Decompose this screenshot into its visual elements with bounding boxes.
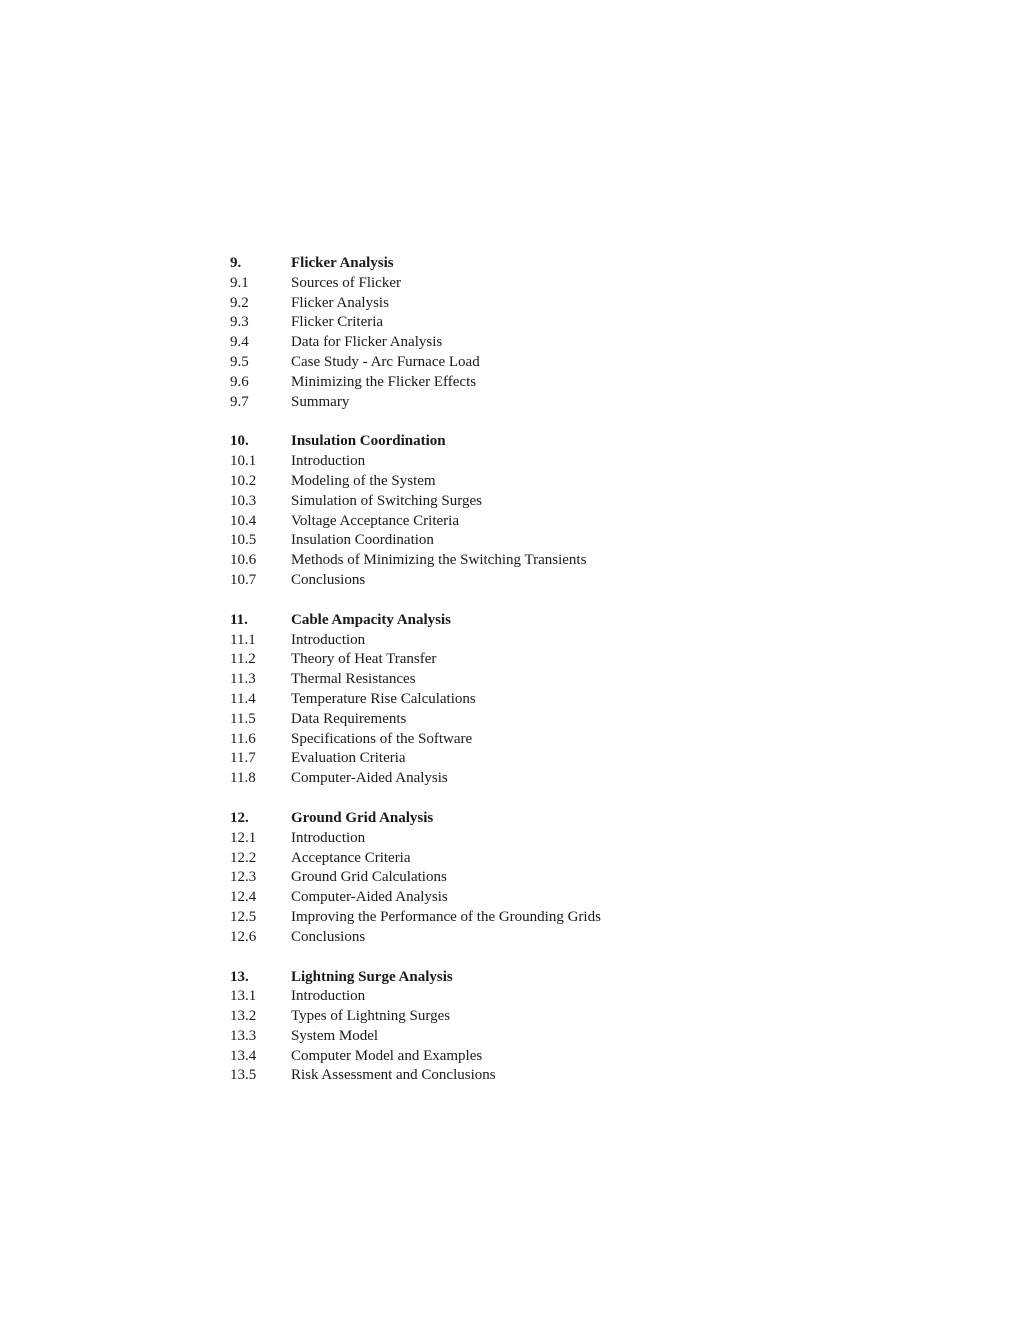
section-entry [230, 730, 870, 750]
section-number: 12.4 [230, 889, 257, 906]
section-title: Temperature Rise Calculations [291, 690, 476, 707]
section-title: Computer Model and Examples [291, 1047, 483, 1064]
chapter-title: Ground Grid Analysis [291, 809, 434, 826]
section-entry [230, 888, 870, 908]
section-number: 13.3 [230, 1027, 257, 1044]
section-title: Risk Assessment and Conclusions [291, 1067, 496, 1084]
section-number: 10.3 [230, 492, 257, 509]
chapter-11 [230, 611, 870, 789]
chapter-title: Lightning Surge Analysis [291, 968, 453, 985]
section-entry [230, 393, 870, 413]
chapter-title: Cable Ampacity Analysis [291, 611, 452, 628]
table-of-contents [230, 254, 870, 1106]
section-entry [230, 670, 870, 690]
section-number: 12.6 [230, 928, 257, 945]
section-entry [230, 829, 870, 849]
chapter-heading [230, 611, 870, 631]
section-entry [230, 928, 870, 948]
chapter-heading [230, 432, 870, 452]
chapter-number: 11. [230, 611, 248, 628]
section-title: Sources of Flicker [291, 274, 401, 291]
section-entry [230, 650, 870, 670]
chapter-number: 10. [230, 433, 249, 450]
section-number: 10.1 [230, 453, 257, 470]
section-number: 10.7 [230, 571, 257, 588]
section-number: 9.6 [230, 373, 249, 390]
section-entry [230, 472, 870, 492]
section-entry [230, 1007, 870, 1027]
section-number: 10.6 [230, 552, 257, 569]
section-title: Summary [291, 393, 350, 410]
section-number: 13.5 [230, 1067, 257, 1084]
section-number: 11.7 [230, 750, 256, 767]
section-number: 12.3 [230, 869, 257, 886]
section-title: Data Requirements [291, 710, 407, 727]
section-title: Conclusions [291, 571, 366, 588]
section-number: 9.2 [230, 294, 249, 311]
section-entry [230, 1047, 870, 1067]
section-number: 12.5 [230, 908, 257, 925]
section-number: 13.2 [230, 1008, 257, 1025]
section-title: Modeling of the System [291, 472, 436, 489]
section-title: Ground Grid Calculations [291, 869, 447, 886]
section-title: Simulation of Switching Surges [291, 492, 482, 509]
section-title: Insulation Coordination [291, 532, 434, 549]
section-number: 10.5 [230, 532, 257, 549]
section-entry [230, 492, 870, 512]
section-entry [230, 294, 870, 314]
chapter-title: Insulation Coordination [291, 433, 446, 450]
section-title: Minimizing the Flicker Effects [291, 373, 477, 390]
section-title: Introduction [291, 631, 366, 648]
section-number: 13.4 [230, 1047, 257, 1064]
section-entry [230, 1066, 870, 1086]
section-title: Computer-Aided Analysis [291, 889, 448, 906]
section-entry [230, 749, 870, 769]
chapter-number: 9. [230, 255, 242, 271]
section-entry [230, 571, 870, 591]
section-title: Specifications of the Software [291, 730, 473, 747]
section-number: 11.2 [230, 651, 256, 668]
section-title: Improving the Performance of the Grounding Grids [291, 908, 601, 925]
section-number: 11.3 [230, 671, 256, 688]
section-entry [230, 531, 870, 551]
section-title: Flicker Analysis [291, 294, 389, 311]
section-number: 11.6 [230, 730, 256, 747]
section-title: Computer-Aided Analysis [291, 770, 448, 787]
section-entry [230, 373, 870, 393]
section-entry [230, 690, 870, 710]
section-title: Data for Flicker Analysis [291, 334, 443, 351]
section-number: 10.2 [230, 472, 257, 489]
section-entry [230, 908, 870, 928]
section-title: Introduction [291, 829, 366, 846]
chapter-title: Flicker Analysis [291, 255, 394, 271]
section-entry [230, 333, 870, 353]
section-number: 9.3 [230, 314, 249, 331]
chapter-12 [230, 809, 870, 948]
section-title: Conclusions [291, 928, 366, 945]
section-entry [230, 849, 870, 869]
section-entry [230, 274, 870, 294]
section-entry [230, 769, 870, 789]
section-title: Evaluation Criteria [291, 750, 406, 767]
section-title: Thermal Resistances [291, 671, 416, 688]
chapter-heading [230, 968, 870, 988]
section-title: Voltage Acceptance Criteria [291, 512, 459, 529]
section-number: 9.7 [230, 393, 249, 410]
section-number: 9.4 [230, 334, 249, 351]
section-number: 11.5 [230, 710, 256, 727]
section-title: Introduction [291, 988, 366, 1005]
section-number: 13.1 [230, 988, 257, 1005]
section-number: 9.1 [230, 274, 249, 291]
section-title: Theory of Heat Transfer [291, 651, 437, 668]
section-entry [230, 551, 870, 571]
section-title: Flicker Criteria [291, 314, 384, 331]
chapter-heading [230, 254, 870, 274]
chapter-10 [230, 432, 870, 590]
section-entry [230, 452, 870, 472]
section-entry [230, 868, 870, 888]
section-number: 11.1 [230, 631, 256, 648]
section-entry [230, 631, 870, 651]
section-entry [230, 313, 870, 333]
section-entry [230, 987, 870, 1007]
section-number: 10.4 [230, 512, 257, 529]
section-title: Methods of Minimizing the Switching Transients [291, 552, 587, 569]
chapter-9 [230, 254, 870, 412]
chapter-number: 13. [230, 968, 249, 985]
section-entry [230, 1027, 870, 1047]
section-title: Case Study - Arc Furnace Load [291, 353, 480, 370]
section-title: Acceptance Criteria [291, 849, 411, 866]
section-title: Types of Lightning Surges [291, 1008, 451, 1025]
section-title: System Model [291, 1027, 379, 1044]
section-entry [230, 512, 870, 532]
section-number: 12.1 [230, 829, 257, 846]
chapter-number: 12. [230, 809, 249, 826]
section-number: 11.4 [230, 690, 256, 707]
section-number: 12.2 [230, 849, 257, 866]
section-number: 11.8 [230, 770, 256, 787]
chapter-13 [230, 968, 870, 1087]
section-entry [230, 710, 870, 730]
section-number: 9.5 [230, 353, 249, 370]
chapter-heading [230, 809, 870, 829]
section-title: Introduction [291, 453, 366, 470]
section-entry [230, 353, 870, 373]
